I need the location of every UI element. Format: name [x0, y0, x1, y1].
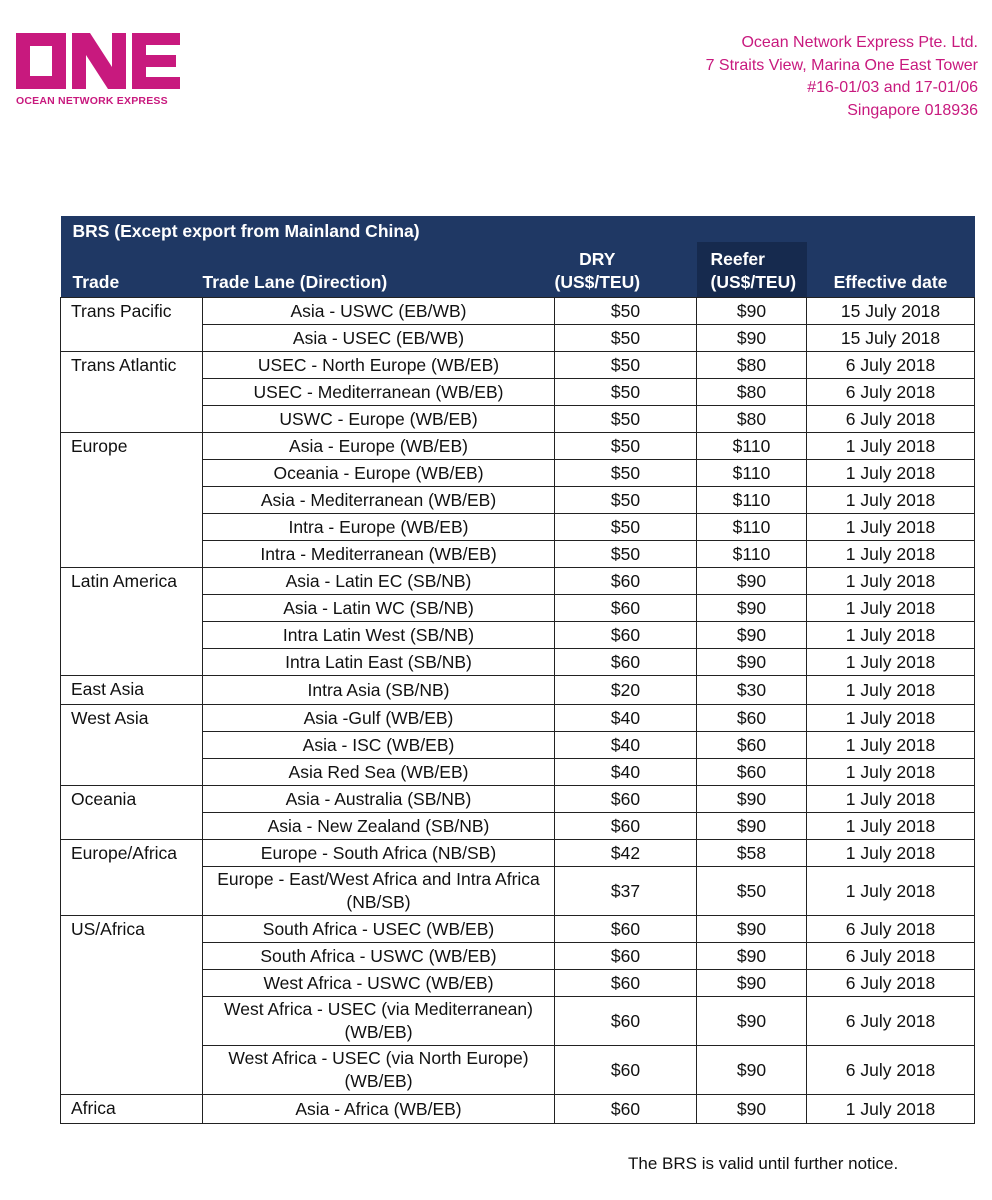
trade-lane-cell: Intra - Europe (WB/EB) — [203, 514, 555, 541]
trade-cell: Trans Atlantic — [61, 352, 203, 433]
trade-lane-cell: Intra - Mediterranean (WB/EB) — [203, 541, 555, 568]
effective-date-cell: 1 July 2018 — [807, 732, 975, 759]
reefer-rate-cell: $110 — [697, 460, 807, 487]
reefer-rate-cell: $60 — [697, 732, 807, 759]
dry-rate-cell: $60 — [555, 813, 697, 840]
effective-date-cell: 6 July 2018 — [807, 970, 975, 997]
dry-rate-cell: $42 — [555, 840, 697, 867]
column-header-dry — [555, 242, 697, 298]
effective-date-cell: 6 July 2018 — [807, 352, 975, 379]
reefer-rate-cell: $90 — [697, 1046, 807, 1095]
effective-date-cell: 1 July 2018 — [807, 487, 975, 514]
effective-date-cell: 1 July 2018 — [807, 433, 975, 460]
one-logo — [16, 33, 184, 111]
dry-rate-cell: $20 — [555, 676, 697, 705]
one-logo-mark — [16, 33, 180, 89]
trade-lane-cell: USEC - Mediterranean (WB/EB) — [203, 379, 555, 406]
effective-date-cell: 1 July 2018 — [807, 595, 975, 622]
column-header-effective-date: Effective date — [807, 242, 975, 298]
company-address — [706, 32, 978, 122]
trade-lane-cell: Asia Red Sea (WB/EB) — [203, 759, 555, 786]
effective-date-cell: 1 July 2018 — [807, 813, 975, 840]
trade-lane-cell: Asia - Africa (WB/EB) — [203, 1095, 555, 1124]
trade-lane-cell: Asia - Australia (SB/NB) — [203, 786, 555, 813]
address-line: Ocean Network Express Pte. Ltd. — [741, 34, 978, 51]
effective-date-cell: 1 July 2018 — [807, 649, 975, 676]
trade-lane-cell: Asia - USWC (EB/WB) — [203, 298, 555, 325]
reefer-rate-cell: $80 — [697, 352, 807, 379]
reefer-rate-cell: $90 — [697, 813, 807, 840]
reefer-rate-cell: $90 — [697, 943, 807, 970]
trade-cell: US/Africa — [61, 916, 203, 1095]
trade-cell: Trans Pacific — [61, 298, 203, 352]
trade-lane-cell: Asia - ISC (WB/EB) — [203, 732, 555, 759]
trade-cell: Latin America — [61, 568, 203, 676]
effective-date-cell: 1 July 2018 — [807, 676, 975, 705]
dry-rate-cell: $50 — [555, 541, 697, 568]
effective-date-cell: 1 July 2018 — [807, 1095, 975, 1124]
reefer-rate-cell: $110 — [697, 433, 807, 460]
dry-rate-cell: $60 — [555, 1095, 697, 1124]
table-row — [61, 568, 975, 595]
validity-note: The BRS is valid until further notice. — [628, 1154, 899, 1173]
reefer-rate-cell: $90 — [697, 997, 807, 1046]
trade-lane-cell: Asia - USEC (EB/WB) — [203, 325, 555, 352]
address-line: Singapore 018936 — [847, 101, 978, 119]
reefer-unit: (US$/TEU) — [710, 272, 797, 292]
trade-cell: Africa — [61, 1095, 203, 1124]
dry-rate-cell: $60 — [555, 568, 697, 595]
reefer-rate-cell: $110 — [697, 514, 807, 541]
dry-rate-cell: $60 — [555, 595, 697, 622]
trade-lane-cell: Europe - East/West Africa and Intra Africa (NB/SB) — [203, 867, 555, 916]
reefer-rate-cell: $90 — [697, 1095, 807, 1124]
address-line: 7 Straits View, Marina One East Tower — [705, 56, 978, 74]
dry-rate-cell: $50 — [555, 352, 697, 379]
brs-table-body — [61, 298, 975, 1124]
trade-lane-cell: Intra Asia (SB/NB) — [203, 676, 555, 705]
effective-date-cell: 6 July 2018 — [807, 1046, 975, 1095]
table-row — [61, 352, 975, 379]
reefer-rate-cell: $60 — [697, 759, 807, 786]
trade-lane-cell: Asia - Latin WC (SB/NB) — [203, 595, 555, 622]
trade-lane-cell: Oceania - Europe (WB/EB) — [203, 460, 555, 487]
dry-rate-cell: $60 — [555, 997, 697, 1046]
trade-cell: Europe/Africa — [61, 840, 203, 916]
dry-rate-cell: $50 — [555, 406, 697, 433]
trade-lane-cell: West Africa - USEC (via North Europe) (WB/EB) — [203, 1046, 555, 1095]
trade-cell: West Asia — [61, 705, 203, 786]
table-row — [61, 676, 975, 705]
trade-cell: East Asia — [61, 676, 203, 705]
reefer-rate-cell: $90 — [697, 649, 807, 676]
trade-lane-cell: Europe - South Africa (NB/SB) — [203, 840, 555, 867]
effective-date-cell: 6 July 2018 — [807, 943, 975, 970]
effective-date-cell: 1 July 2018 — [807, 514, 975, 541]
dry-rate-cell: $50 — [555, 433, 697, 460]
dry-rate-cell: $50 — [555, 379, 697, 406]
dry-label: DRY — [579, 249, 616, 269]
reefer-rate-cell: $110 — [697, 487, 807, 514]
reefer-rate-cell: $80 — [697, 379, 807, 406]
effective-date-cell: 6 July 2018 — [807, 997, 975, 1046]
dry-rate-cell: $60 — [555, 622, 697, 649]
reefer-rate-cell: $90 — [697, 298, 807, 325]
trade-lane-cell: West Africa - USEC (via Mediterranean) (WB/EB) — [203, 997, 555, 1046]
trade-lane-cell: South Africa - USEC (WB/EB) — [203, 916, 555, 943]
effective-date-cell: 15 July 2018 — [807, 325, 975, 352]
dry-rate-cell: $60 — [555, 970, 697, 997]
effective-date-cell: 1 July 2018 — [807, 460, 975, 487]
trade-lane-cell: Intra Latin West (SB/NB) — [203, 622, 555, 649]
table-title: BRS (Except export from Mainland China) — [61, 216, 975, 242]
reefer-rate-cell: $90 — [697, 916, 807, 943]
trade-lane-cell: USEC - North Europe (WB/EB) — [203, 352, 555, 379]
dry-rate-cell: $50 — [555, 298, 697, 325]
trade-lane-cell: South Africa - USWC (WB/EB) — [203, 943, 555, 970]
dry-rate-cell: $40 — [555, 732, 697, 759]
effective-date-cell: 1 July 2018 — [807, 568, 975, 595]
trade-lane-cell: Asia - Mediterranean (WB/EB) — [203, 487, 555, 514]
reefer-rate-cell: $50 — [697, 867, 807, 916]
effective-date-cell: 1 July 2018 — [807, 541, 975, 568]
effective-date-cell: 1 July 2018 — [807, 867, 975, 916]
reefer-rate-cell: $110 — [697, 541, 807, 568]
table-row — [61, 1095, 975, 1124]
reefer-rate-cell: $90 — [697, 325, 807, 352]
column-header-trade: Trade — [61, 242, 203, 298]
effective-date-cell: 1 July 2018 — [807, 759, 975, 786]
dry-rate-cell: $40 — [555, 759, 697, 786]
effective-date-cell: 1 July 2018 — [807, 622, 975, 649]
reefer-rate-cell: $58 — [697, 840, 807, 867]
brs-rate-table — [60, 216, 975, 1124]
dry-unit: (US$/TEU) — [554, 272, 641, 292]
table-row — [61, 298, 975, 325]
trade-lane-cell: Asia -Gulf (WB/EB) — [203, 705, 555, 732]
reefer-rate-cell: $90 — [697, 568, 807, 595]
dry-rate-cell: $50 — [555, 487, 697, 514]
trade-cell: Oceania — [61, 786, 203, 840]
dry-rate-cell: $60 — [555, 916, 697, 943]
column-header-reefer — [697, 242, 807, 298]
effective-date-cell: 1 July 2018 — [807, 786, 975, 813]
dry-rate-cell: $60 — [555, 1046, 697, 1095]
effective-date-cell: 6 July 2018 — [807, 406, 975, 433]
trade-lane-cell: Asia - Europe (WB/EB) — [203, 433, 555, 460]
dry-rate-cell: $60 — [555, 649, 697, 676]
dry-rate-cell: $37 — [555, 867, 697, 916]
reefer-rate-cell: $90 — [697, 595, 807, 622]
reefer-rate-cell: $90 — [697, 970, 807, 997]
effective-date-cell: 1 July 2018 — [807, 840, 975, 867]
trade-lane-cell: USWC - Europe (WB/EB) — [203, 406, 555, 433]
reefer-rate-cell: $80 — [697, 406, 807, 433]
column-header-trade-lane: Trade Lane (Direction) — [203, 242, 555, 298]
effective-date-cell: 1 July 2018 — [807, 705, 975, 732]
reefer-rate-cell: $60 — [697, 705, 807, 732]
table-row — [61, 786, 975, 813]
effective-date-cell: 15 July 2018 — [807, 298, 975, 325]
trade-lane-cell: Asia - Latin EC (SB/NB) — [203, 568, 555, 595]
reefer-label: Reefer — [710, 249, 765, 269]
table-row — [61, 916, 975, 943]
dry-rate-cell: $50 — [555, 460, 697, 487]
effective-date-cell: 6 July 2018 — [807, 379, 975, 406]
effective-date-cell: 6 July 2018 — [807, 916, 975, 943]
table-row — [61, 705, 975, 732]
trade-lane-cell: Intra Latin East (SB/NB) — [203, 649, 555, 676]
reefer-rate-cell: $30 — [697, 676, 807, 705]
logo-tagline: OCEAN NETWORK EXPRESS — [16, 95, 168, 107]
dry-rate-cell: $50 — [555, 325, 697, 352]
trade-cell: Europe — [61, 433, 203, 568]
dry-rate-cell: $60 — [555, 786, 697, 813]
dry-rate-cell: $50 — [555, 514, 697, 541]
dry-rate-cell: $60 — [555, 943, 697, 970]
dry-rate-cell: $40 — [555, 705, 697, 732]
trade-lane-cell: West Africa - USWC (WB/EB) — [203, 970, 555, 997]
table-row — [61, 433, 975, 460]
reefer-rate-cell: $90 — [697, 622, 807, 649]
address-line: #16-01/03 and 17-01/06 — [807, 79, 978, 96]
trade-lane-cell: Asia - New Zealand (SB/NB) — [203, 813, 555, 840]
reefer-rate-cell: $90 — [697, 786, 807, 813]
table-row — [61, 840, 975, 867]
